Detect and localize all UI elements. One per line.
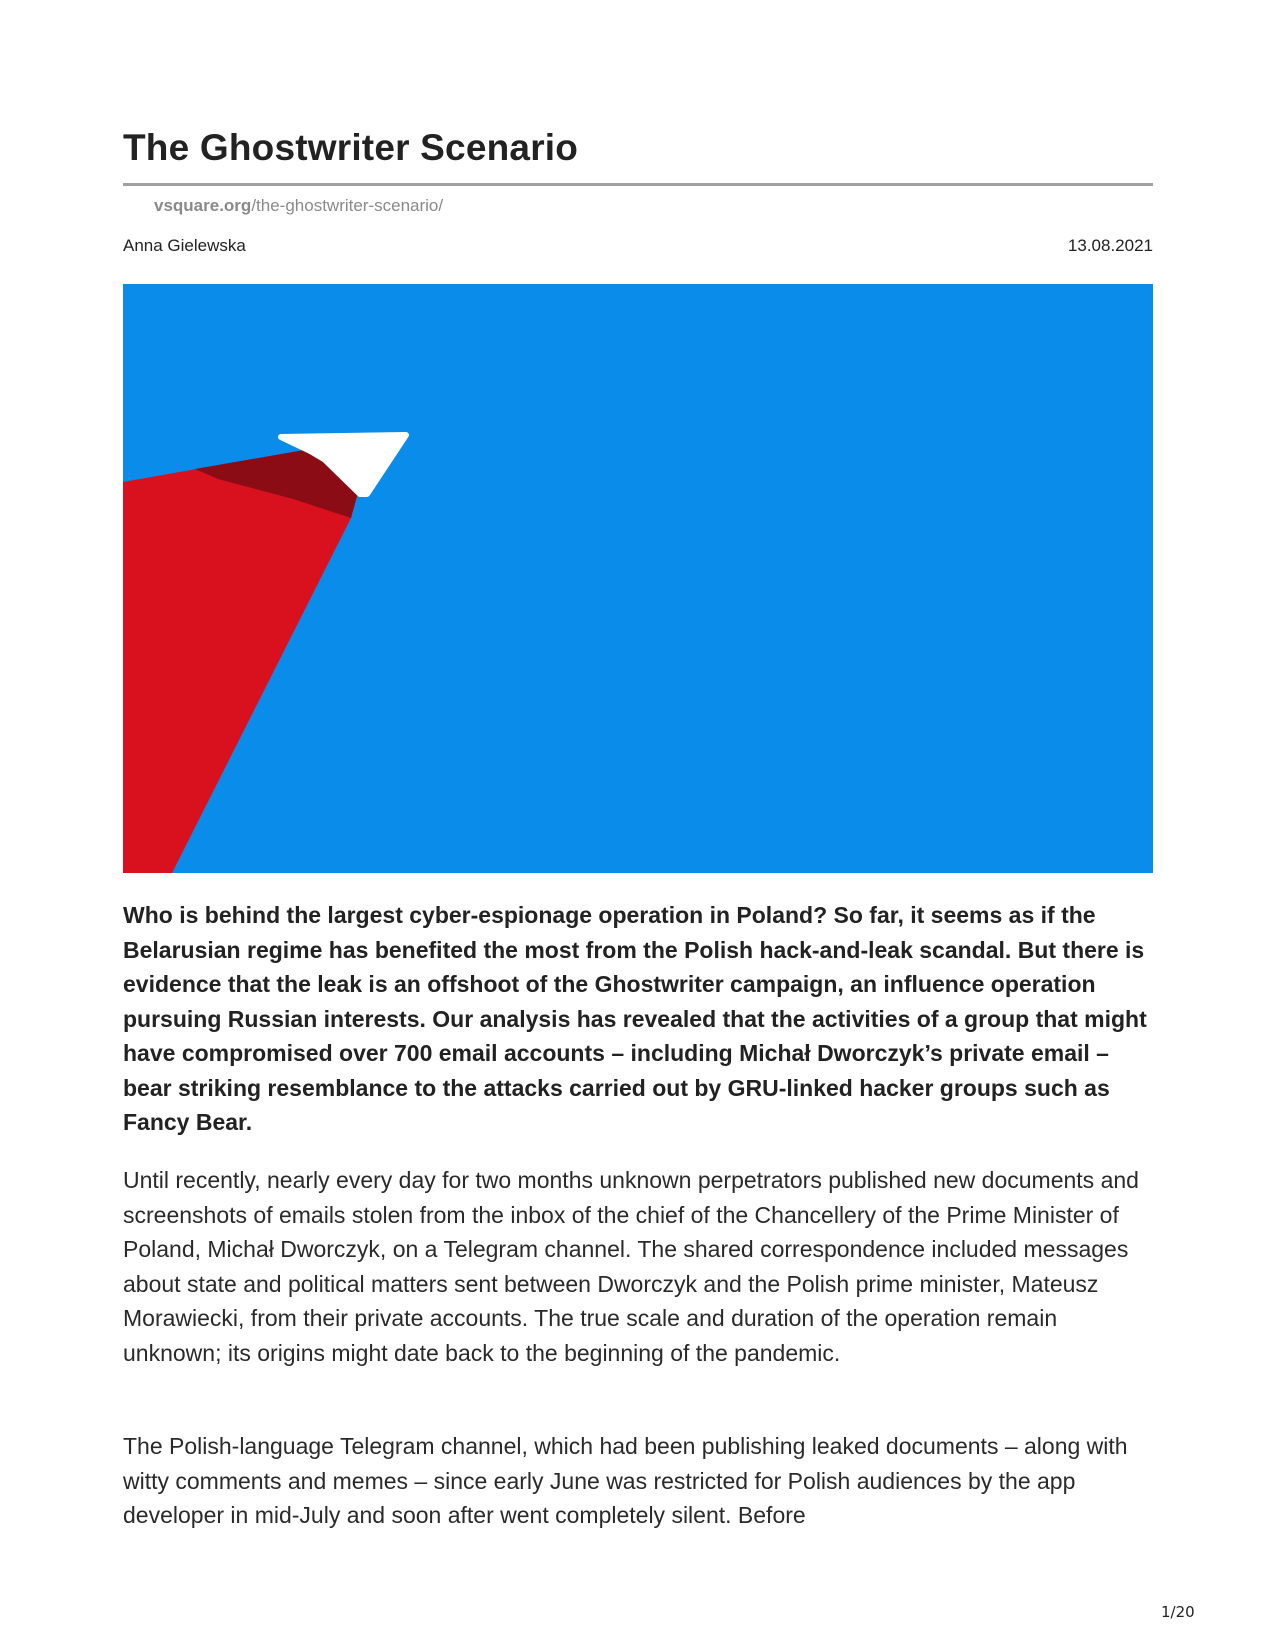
- author-name: Anna Gielewska: [123, 236, 246, 255]
- source-domain: vsquare.org: [154, 196, 252, 215]
- article-lede: Who is behind the largest cyber-espionage operation in Poland? So far, it seems as if the Belarusian regime has benefited the most from the Polish hack-and-leak scandal. But there is evidence that the leak is an offshoot of the Ghostwriter campaign, an influence operation pursuing Russian interests. Our analysis has revealed that the activities of a group that might have compromised over 700 email accounts – including Michał Dworczyk’s private email – bear striking resemblance to the attacks carried out by GRU-linked hacker groups such as Fancy Bear.: [123, 902, 1147, 1135]
- body-paragraph: The Polish-language Telegram channel, which had been publishing leaked documents – along with witty comments and memes – since early June was restricted for Polish audiences by the app developer in mid-July and soon after went completely silent. Before: [123, 1433, 1128, 1528]
- page-number: 1/20: [1161, 1603, 1195, 1621]
- source-link[interactable]: [154, 196, 443, 216]
- hero-image: [123, 284, 1153, 873]
- title-divider: [123, 183, 1153, 186]
- body-paragraph: Until recently, nearly every day for two months unknown perpetrators published new documents and screenshots of emails stolen from the inbox of the chief of the Chancellery of the Prime Minister of Poland, Michał Dworczyk, on a Telegram channel. The shared correspondence included messages about state and political matters sent between Dworczyk and the Polish prime minister, Mateusz Morawiecki, from their private accounts. The true scale and duration of the operation remain unknown; its origins might date back to the beginning of the pandemic.: [123, 1167, 1139, 1366]
- source-path: /the-ghostwriter-scenario/: [251, 196, 444, 215]
- publish-date: 13.08.2021: [1067, 236, 1153, 255]
- page-title: The Ghostwriter Scenario: [123, 127, 579, 168]
